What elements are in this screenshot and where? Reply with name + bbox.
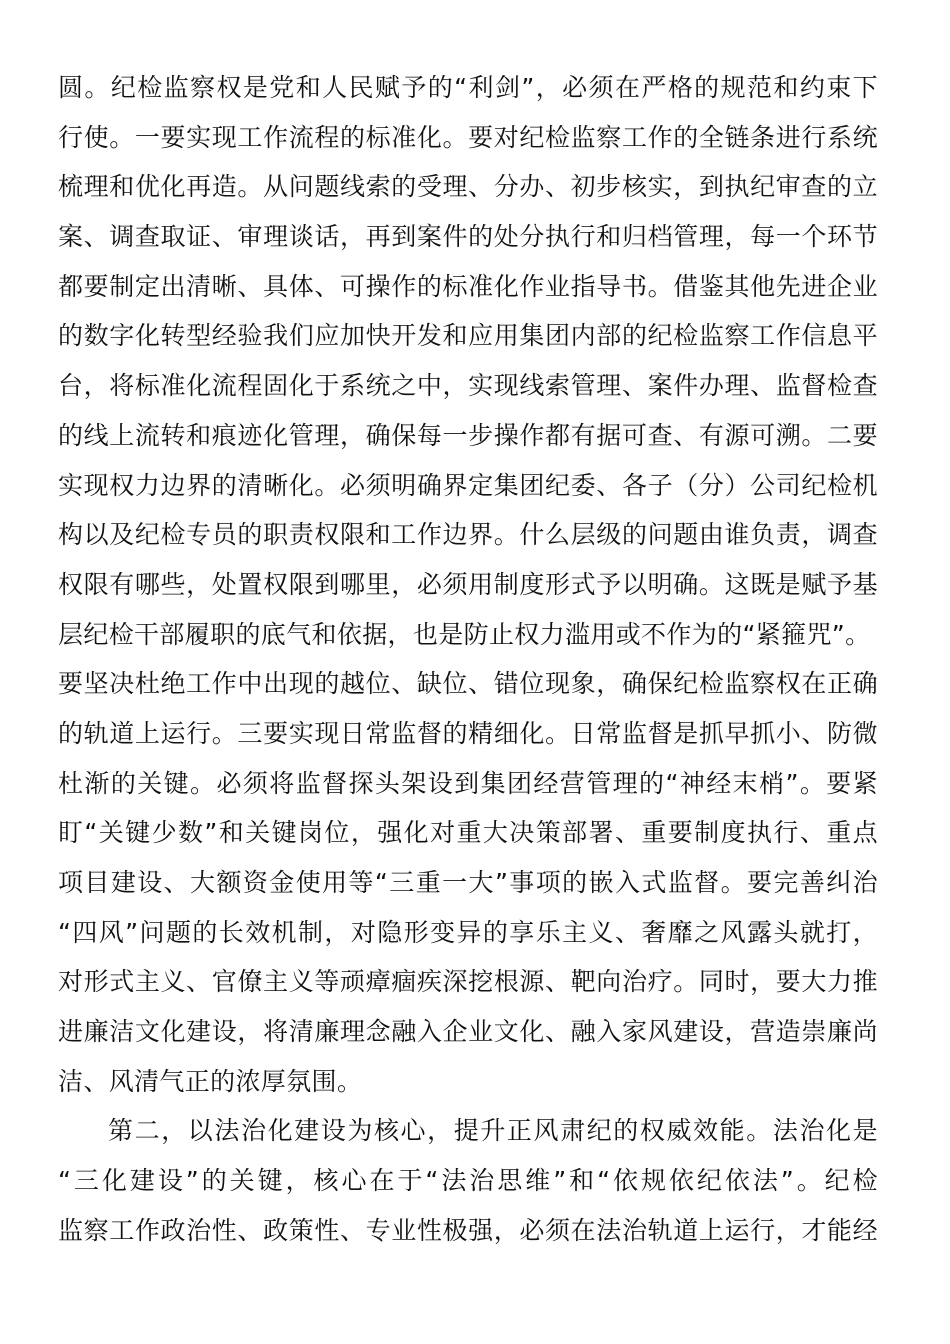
text-line: 梳理和优化再造。从问题线索的受理、分办、初步核实，到执纪审查的立: [58, 172, 878, 202]
text-line: 层纪检干部履职的底气和依据，也是防止权力滥用或不作为的“紧箍咒”。: [58, 619, 871, 649]
text-line: 进廉洁文化建设，将清廉理念融入企业文化、融入家风建设，营造崇廉尚: [58, 1017, 878, 1047]
text-line: 行使。一要实现工作流程的标准化。要对纪检监察工作的全链条进行系统: [58, 122, 878, 152]
text-line: 的轨道上运行。三要实现日常监督的精细化。日常监督是抓早抓小、防微: [58, 718, 878, 748]
paragraph-2: [58, 1106, 878, 1255]
text-line: “四风”问题的长效机制，对隐形变异的享乐主义、奢靡之风露头就打，: [58, 917, 878, 947]
text-line: 权限有哪些，处置权限到哪里，必须用制度形式予以明确。这既是赋予基: [58, 569, 878, 599]
text-line: 盯“关键少数”和关键岗位，强化对重大决策部署、重要制度执行、重点: [58, 818, 878, 848]
text-line: 都要制定出清晰、具体、可操作的标准化作业指导书。借鉴其他先进企业: [58, 271, 878, 301]
text-line: 第二，以法治化建设为核心，提升正风肃纪的权威效能。法治化是: [108, 1116, 878, 1146]
text-line: 监察工作政治性、政策性、专业性极强，必须在法治轨道上运行，才能经: [58, 1215, 878, 1245]
text-line: 的线上流转和痕迹化管理，确保每一步操作都有据可查、有源可溯。二要: [58, 420, 878, 450]
paragraph-1: [58, 63, 878, 1106]
text-line: 实现权力边界的清晰化。必须明确界定集团纪委、各子（分）公司纪检机: [58, 470, 878, 500]
text-line: 的数字化转型经验我们应加快开发和应用集团内部的纪检监察工作信息平: [58, 321, 878, 351]
document-page: [58, 63, 878, 1256]
text-line: 洁、风清气正的浓厚氛围。: [58, 1066, 363, 1096]
text-line: 对形式主义、官僚主义等顽瘴痼疾深挖根源、靶向治疗。同时，要大力推: [58, 967, 878, 997]
text-line: 台，将标准化流程固化于系统之中，实现线索管理、案件办理、监督检查: [58, 371, 878, 401]
text-line: 案、调查取证、审理谈话，再到案件的处分执行和归档管理，每一个环节: [58, 222, 878, 252]
text-line: 要坚决杜绝工作中出现的越位、缺位、错位现象，确保纪检监察权在正确: [58, 669, 878, 699]
text-line: 杜渐的关键。必须将监督探头架设到集团经营管理的“神经末梢”。要紧: [58, 768, 878, 798]
text-line: 圆。纪检监察权是党和人民赋予的“利剑”，必须在严格的规范和约束下: [58, 73, 878, 102]
text-line: “三化建设”的关键，核心在于“法治思维”和“依规依纪依法”。纪检: [58, 1166, 878, 1196]
text-line: 构以及纪检专员的职责权限和工作边界。什么层级的问题由谁负责，调查: [58, 520, 878, 550]
text-line: 项目建设、大额资金使用等“三重一大”事项的嵌入式监督。要完善纠治: [58, 868, 878, 897]
